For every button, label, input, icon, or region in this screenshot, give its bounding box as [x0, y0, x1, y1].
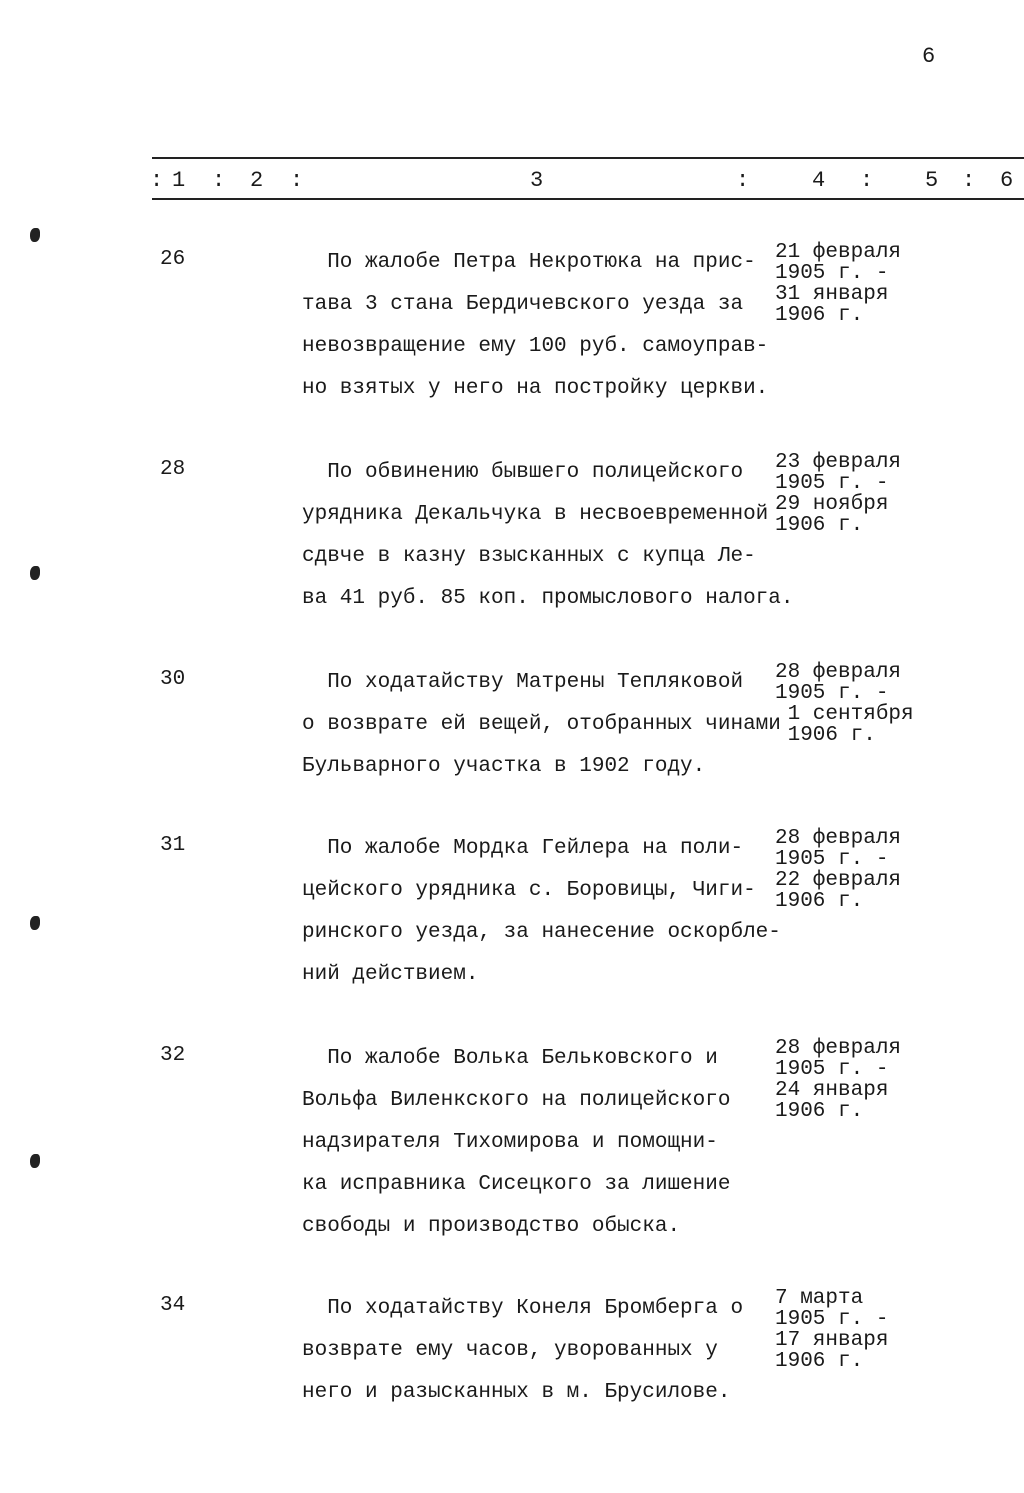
column-separator: : — [212, 168, 226, 193]
page-number: 6 — [922, 44, 936, 69]
column-header-4: 4 — [812, 168, 826, 193]
entry-dates: 23 февраля 1905 г. - 29 ноября 1906 г. — [775, 451, 902, 537]
column-separator: : — [290, 168, 304, 193]
entry-number: 34 — [160, 1294, 186, 1317]
entry-number: 28 — [160, 458, 186, 481]
entry-description: По обвинению бывшего полицейского урядника Декальчука в несвоевременной сдвче в казну взысканных с купца Ле- ва 41 руб. 85 коп. промыслового налога. — [302, 461, 794, 610]
entry-dates: 7 марта 1905 г. - 17 января 1906 г. — [775, 1287, 889, 1373]
column-separator: : — [150, 168, 164, 193]
entry-description: По жалобе Волька Бельковского и Вольфа Виленкского на полицейского надзирателя Тихомирова и помощни- ка исправника Сисецкого за лишение свободы и производство обыска. — [302, 1047, 731, 1238]
punch-hole-mark — [30, 566, 40, 580]
entry-dates: 21 февраля 1905 г. - 31 января 1906 г. — [775, 241, 902, 327]
entry-number: 26 — [160, 248, 186, 271]
entry-description: По ходатайству Конеля Бромберга о возврате ему часов, уворованных у него и разысканных в м. Брусилове. — [302, 1297, 744, 1404]
column-header-2: 2 — [250, 168, 264, 193]
entry-dates: 28 февраля 1905 г. - 22 февраля 1906 г. — [775, 827, 902, 913]
entry-number: 31 — [160, 834, 186, 857]
punch-hole-mark — [30, 228, 40, 242]
column-separator: : — [736, 168, 750, 193]
entry-description: По жалобе Мордка Гейлера на поли- цейского урядника с. Боровицы, Чиги- ринского уезда, за нанесение оскорбле- ний действием. — [302, 837, 781, 986]
entry-description: По ходатайству Матрены Тепляковой о возврате ей вещей, отобранных чинами Бульварного участка в 1902 году. — [302, 671, 781, 778]
entry-description: По жалобе Петра Некротюка на прис- тава 3 стана Бердичевского уезда за невозвращение ему 100 руб. самоуправ- но взятых у него на постройку церкви. — [302, 251, 769, 400]
header-top-rule — [152, 157, 1024, 159]
entry-dates: 28 февраля 1905 г. - 24 января 1906 г. — [775, 1037, 902, 1123]
punch-hole-mark — [30, 916, 40, 930]
header-bottom-rule — [152, 198, 1024, 200]
entry-number: 32 — [160, 1044, 186, 1067]
column-separator: : — [962, 168, 976, 193]
column-header-5: 5 — [925, 168, 939, 193]
column-separator: : — [860, 168, 874, 193]
column-header-6: 6 — [1000, 168, 1014, 193]
entry-dates: 28 февраля 1905 г. - 1 сентября 1906 г. — [775, 661, 914, 747]
column-header-1: 1 — [172, 168, 186, 193]
entry-number: 30 — [160, 668, 186, 691]
punch-hole-mark — [30, 1154, 40, 1168]
column-header-3: 3 — [530, 168, 544, 193]
